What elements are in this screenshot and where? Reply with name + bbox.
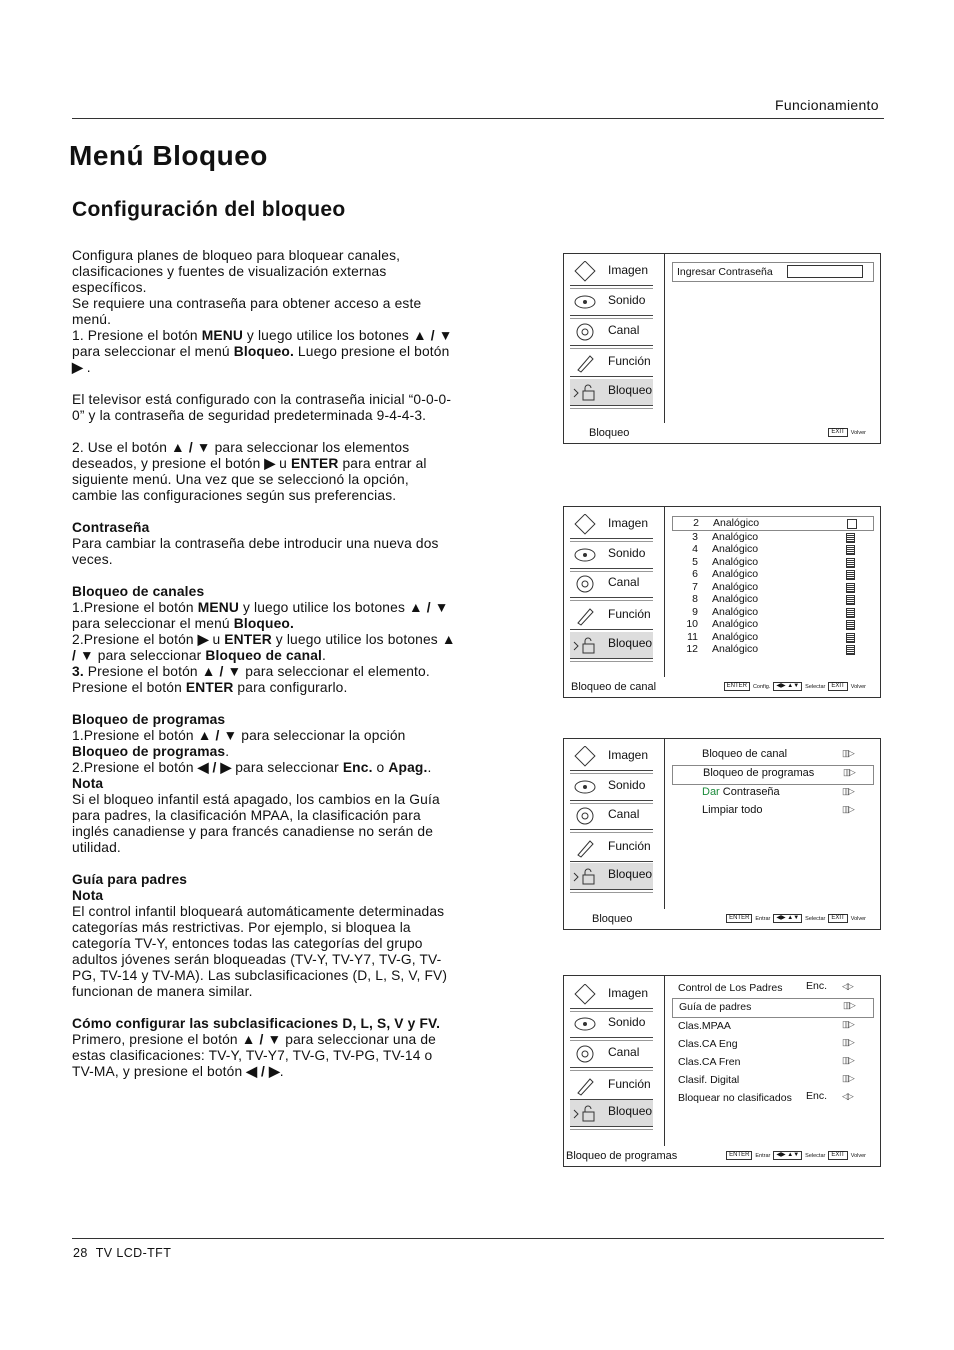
option-label: Clas.MPAA [678, 1020, 731, 1032]
lock-icon [572, 865, 598, 887]
option-label: Guía de padres [679, 1001, 752, 1013]
section-title: Configuración del bloqueo [72, 198, 346, 221]
osd-program-lock-screen [563, 975, 881, 1167]
option-label: Control de Los Padres [678, 982, 783, 994]
subratings-heading: Cómo configurar las subclasificaciones D, L, S, V y FV. [72, 1016, 441, 1031]
function-icon [572, 1075, 598, 1097]
channel-type: Analógico [712, 580, 759, 593]
step-1: 1. Presione el botón MENU y luego utilice los botones ▲ / ▼ para seleccionar el menú Bloqueo. Luego presione el botón ▶ . [72, 328, 453, 375]
menu-item-imagen[interactable]: Imagen [570, 982, 653, 1008]
function-icon [572, 352, 598, 374]
parental-guide-heading: Guía para padres [72, 872, 188, 887]
channel-number: 5 [692, 555, 698, 568]
lock-icon[interactable] [846, 608, 855, 618]
osd-status-bar: Bloqueo de canal ENTER Config. ◀▶ ▲▼ Selectar EXIT Volver [571, 681, 866, 693]
program-step-1: 1.Presione el botón ▲ / ▼ para seleccionar la opción Bloqueo de programas. [72, 728, 406, 759]
channel-row[interactable] [672, 581, 874, 594]
unlocked-checkbox-icon[interactable] [847, 519, 857, 529]
osd-side-menu [564, 254, 665, 423]
submenu-arrow-icon: ▯▯▷ [843, 767, 854, 777]
menu-item-imagen[interactable]: Imagen [570, 512, 653, 538]
password-heading: Contraseña [72, 520, 150, 535]
exit-key: EXIT [828, 428, 847, 437]
channel-row[interactable] [672, 631, 874, 644]
channel-icon [572, 573, 598, 595]
channel-type: Analógico [712, 543, 759, 555]
menu-item-funcion[interactable]: Función [570, 1073, 653, 1099]
channel-number: 7 [692, 580, 698, 593]
nav-keys-icon: ◀▶ ▲▼ [773, 914, 802, 923]
channel-row[interactable] [672, 643, 874, 656]
submenu-arrow-icon: ▯▯▷ [842, 1019, 853, 1029]
channel-row[interactable] [672, 606, 874, 619]
menu-item-sonido[interactable]: Sonido [570, 542, 653, 568]
channel-number: 10 [686, 618, 698, 630]
channel-number: 3 [692, 530, 698, 543]
menu-item-canal[interactable]: Canal [570, 803, 653, 829]
osd-password-panel [672, 262, 874, 282]
left-right-arrow-icon: ◁▷ [842, 1091, 852, 1101]
picture-icon [572, 261, 598, 283]
lock-icon[interactable] [846, 583, 855, 593]
channel-type: Analógico [713, 517, 760, 529]
channel-step-2: 2.Presione el botón ▶ u ENTER y luego utilice los botones ▲ / ▼ para seleccionar Bloqueo de canal. [72, 632, 456, 663]
channel-number: 6 [692, 568, 698, 580]
left-right-arrow-icon: ◁▷ [842, 981, 852, 991]
program-lock-row[interactable] [672, 1090, 874, 1108]
submenu-arrow-icon: ▯▯▷ [842, 748, 853, 758]
step-2: 2. Use el botón ▲ / ▼ para seleccionar los elementos deseados, y presione el botón ▶ u ENTER para entrar al siguiente menú. Una vez que se seleccionó la opción, cambie las configuraciones según sus preferencias. [72, 440, 427, 503]
channel-step-1: 1.Presione el botón MENU y luego utilice los botones ▲ / ▼ para seleccionar el menú Bloqueo. [72, 600, 449, 631]
parental-guide-note: El control infantil bloqueará automáticamente determinadas categorías más restrictivas. Por ejemplo, si bloquea la categoría TV-Y, entonces todas las categorías del grupo adultos jóvenes serán bloqueadas (TV-Y, TV-Y7, TV-G, TV-PG, TV-14 y TV-MA). Las subclasificaciones (D, L, S, V, FV) funcionan de manera similar. [72, 904, 448, 999]
program-step-2: 2.Presione el botón ◀ / ▶ para seleccionar Enc. o Apag.. [72, 760, 432, 775]
osd-lock-menu-screen [563, 738, 881, 930]
channel-type: Analógico [712, 555, 759, 568]
enter-key: ENTER [726, 914, 752, 923]
channel-row[interactable] [672, 593, 874, 606]
exit-key: EXIT [828, 914, 847, 923]
lock-icon [572, 381, 598, 403]
option-program-lock[interactable]: Bloqueo de programas ▯▯▷ [672, 765, 874, 785]
channel-type: Analógico [712, 605, 759, 618]
lock-icon[interactable] [846, 633, 855, 643]
page-footer [73, 1246, 171, 1260]
submenu-arrow-icon: ▯▯▷ [842, 1073, 853, 1083]
channel-list [672, 516, 874, 656]
menu-item-sonido[interactable]: Sonido [570, 774, 653, 800]
subratings-text: Primero, presione el botón ▲ / ▼ para seleccionar una de estas clasificaciones: TV-Y, TV-Y7, TV-G, TV-PG, TV-14 o TV-MA, y presione el botón ◀ / ▶. [72, 1032, 436, 1079]
option-value: Enc. [806, 980, 828, 992]
program-note: Si el bloqueo infantil está apagado, los cambios en la Guía para padres, la clasificación MPAA, la clasificación para inglés canadiense y para francés canadiense no serán de utilidad. [72, 792, 440, 855]
program-lock-row[interactable] [672, 980, 874, 998]
password-row[interactable]: Ingresar Contraseña [672, 262, 874, 282]
submenu-arrow-icon: ▯▯▷ [842, 804, 853, 814]
menu-item-sonido[interactable]: Sonido [570, 289, 653, 315]
channel-type: Analógico [712, 618, 759, 630]
channel-type: Analógico [712, 643, 759, 655]
initial-password-note: El televisor está configurado con la contraseña inicial “0-0-0-0” y la contraseña de seguridad predeterminada 9-4-4-3. [72, 392, 452, 423]
program-lock-heading: Bloqueo de programas [72, 712, 226, 727]
menu-item-sonido[interactable]: Sonido [570, 1011, 653, 1037]
note-heading: Nota [72, 888, 104, 903]
menu-item-bloqueo[interactable]: Bloqueo [570, 863, 653, 889]
channel-type: Analógico [712, 630, 759, 643]
channel-type: Analógico [712, 530, 759, 543]
channel-row[interactable] [672, 531, 874, 544]
picture-icon [572, 746, 598, 768]
channel-row[interactable] [672, 568, 874, 581]
channel-icon [572, 805, 598, 827]
instructions-text [72, 248, 457, 1080]
option-channel-lock[interactable]: Bloqueo de canal ▯▯▷ [702, 748, 853, 760]
osd-status-bar: Bloqueo de programas ENTER Entrar ◀▶ ▲▼ Selectar EXIT Volver [566, 1150, 866, 1162]
menu-item-imagen[interactable]: Imagen [570, 259, 653, 285]
lock-options [672, 747, 874, 821]
channel-row[interactable] [672, 543, 874, 556]
intro-paragraph: Configura planes de bloqueo para bloquear canales, clasificaciones y fuentes de visualización externas específicos. [72, 248, 401, 295]
option-clear-all[interactable]: Limpiar todo ▯▯▷ [702, 804, 853, 816]
osd-side-menu [564, 976, 665, 1146]
channel-number: 11 [687, 630, 698, 643]
channel-number: 12 [686, 643, 698, 655]
menu-item-canal[interactable]: Canal [570, 1041, 653, 1067]
program-lock-row[interactable] [672, 998, 874, 1018]
channel-row[interactable] [672, 516, 874, 531]
program-lock-options [672, 980, 874, 1108]
sound-icon [572, 544, 598, 566]
option-value: Enc. [806, 1090, 828, 1102]
channel-lock-heading: Bloqueo de canales [72, 584, 205, 599]
sound-icon [572, 1013, 598, 1035]
lock-icon [572, 634, 598, 656]
lock-icon[interactable] [846, 620, 855, 630]
channel-number: 9 [692, 605, 698, 618]
program-lock-row[interactable] [672, 1036, 874, 1054]
channel-icon [572, 1043, 598, 1065]
header-rule [72, 118, 884, 119]
enter-key: ENTER [726, 1151, 752, 1160]
menu-item-bloqueo[interactable]: Bloqueo [570, 379, 653, 405]
nav-keys-icon: ◀▶ ▲▼ [773, 682, 802, 691]
section-label: Funcionamiento [775, 97, 879, 113]
program-lock-row[interactable] [672, 1072, 874, 1090]
program-lock-row[interactable] [672, 1018, 874, 1036]
channel-type: Analógico [712, 568, 759, 580]
submenu-arrow-icon: ▯▯▷ [843, 1000, 854, 1010]
lock-icon[interactable] [846, 645, 855, 655]
product-name: TV LCD-TFT [95, 1246, 172, 1260]
osd-password-screen [563, 253, 881, 444]
password-text: Para cambiar la contraseña debe introducir una nueva dos veces. [72, 536, 439, 567]
menu-item-funcion[interactable]: Función [570, 603, 653, 629]
exit-key: EXIT [828, 682, 847, 691]
footer-rule [72, 1238, 884, 1239]
osd-status-bar: Bloqueo EXIT Volver [589, 427, 866, 439]
program-lock-row[interactable] [672, 1054, 874, 1072]
osd-side-menu [564, 507, 665, 677]
menu-item-funcion[interactable]: Función [570, 835, 653, 861]
osd-status-bar: Bloqueo ENTER Entrar ◀▶ ▲▼ Selectar EXIT Volver [592, 913, 866, 925]
channel-step-3: 3. Presione el botón ▲ / ▼ para seleccionar el elemento. Presione el botón ENTER para configurarlo. [72, 664, 430, 695]
sound-icon [572, 291, 598, 313]
osd-side-menu [564, 739, 665, 909]
channel-icon [572, 321, 598, 343]
option-set-password[interactable]: Dar Contraseña ▯▯▷ [702, 786, 853, 798]
menu-item-canal[interactable]: Canal [570, 319, 653, 345]
lock-icon [572, 1102, 598, 1124]
option-label: Bloquear no clasificados [678, 1092, 792, 1104]
channel-number: 4 [692, 543, 698, 555]
note-heading: Nota [72, 776, 104, 791]
page-title: Menú Bloqueo [69, 140, 268, 171]
channel-type: Analógico [712, 593, 759, 605]
picture-icon [572, 984, 598, 1006]
menu-item-bloqueo[interactable]: Bloqueo [570, 632, 653, 658]
lock-icon[interactable] [846, 533, 855, 543]
menu-item-funcion[interactable]: Función [570, 350, 653, 376]
password-input[interactable] [787, 265, 863, 278]
channel-row[interactable] [672, 618, 874, 631]
menu-item-bloqueo[interactable]: Bloqueo [570, 1100, 653, 1126]
picture-icon [572, 514, 598, 536]
osd-channel-lock-screen [563, 506, 881, 698]
exit-key: EXIT [828, 1151, 847, 1160]
nav-keys-icon: ◀▶ ▲▼ [773, 1151, 802, 1160]
menu-item-canal[interactable]: Canal [570, 571, 653, 597]
sound-icon [572, 776, 598, 798]
enter-key: ENTER [724, 682, 750, 691]
submenu-arrow-icon: ▯▯▷ [842, 1055, 853, 1065]
submenu-arrow-icon: ▯▯▷ [842, 1037, 853, 1047]
option-label: Clas.CA Fren [678, 1056, 741, 1068]
lock-icon[interactable] [846, 570, 855, 580]
page-number: 28 [73, 1246, 88, 1260]
function-icon [572, 605, 598, 627]
function-icon [572, 837, 598, 859]
channel-number: 8 [692, 593, 698, 605]
option-label: Clasif. Digital [678, 1074, 740, 1086]
channel-number: 2 [693, 517, 699, 529]
intro-password-note: Se requiere una contraseña para obtener acceso a este menú. [72, 296, 422, 327]
option-label: Clas.CA Eng [678, 1038, 738, 1050]
lock-icon[interactable] [846, 558, 855, 568]
menu-item-imagen[interactable]: Imagen [570, 744, 653, 770]
lock-icon[interactable] [846, 545, 855, 555]
channel-row[interactable] [672, 556, 874, 569]
lock-icon[interactable] [846, 595, 855, 605]
submenu-arrow-icon: ▯▯▷ [842, 786, 853, 796]
